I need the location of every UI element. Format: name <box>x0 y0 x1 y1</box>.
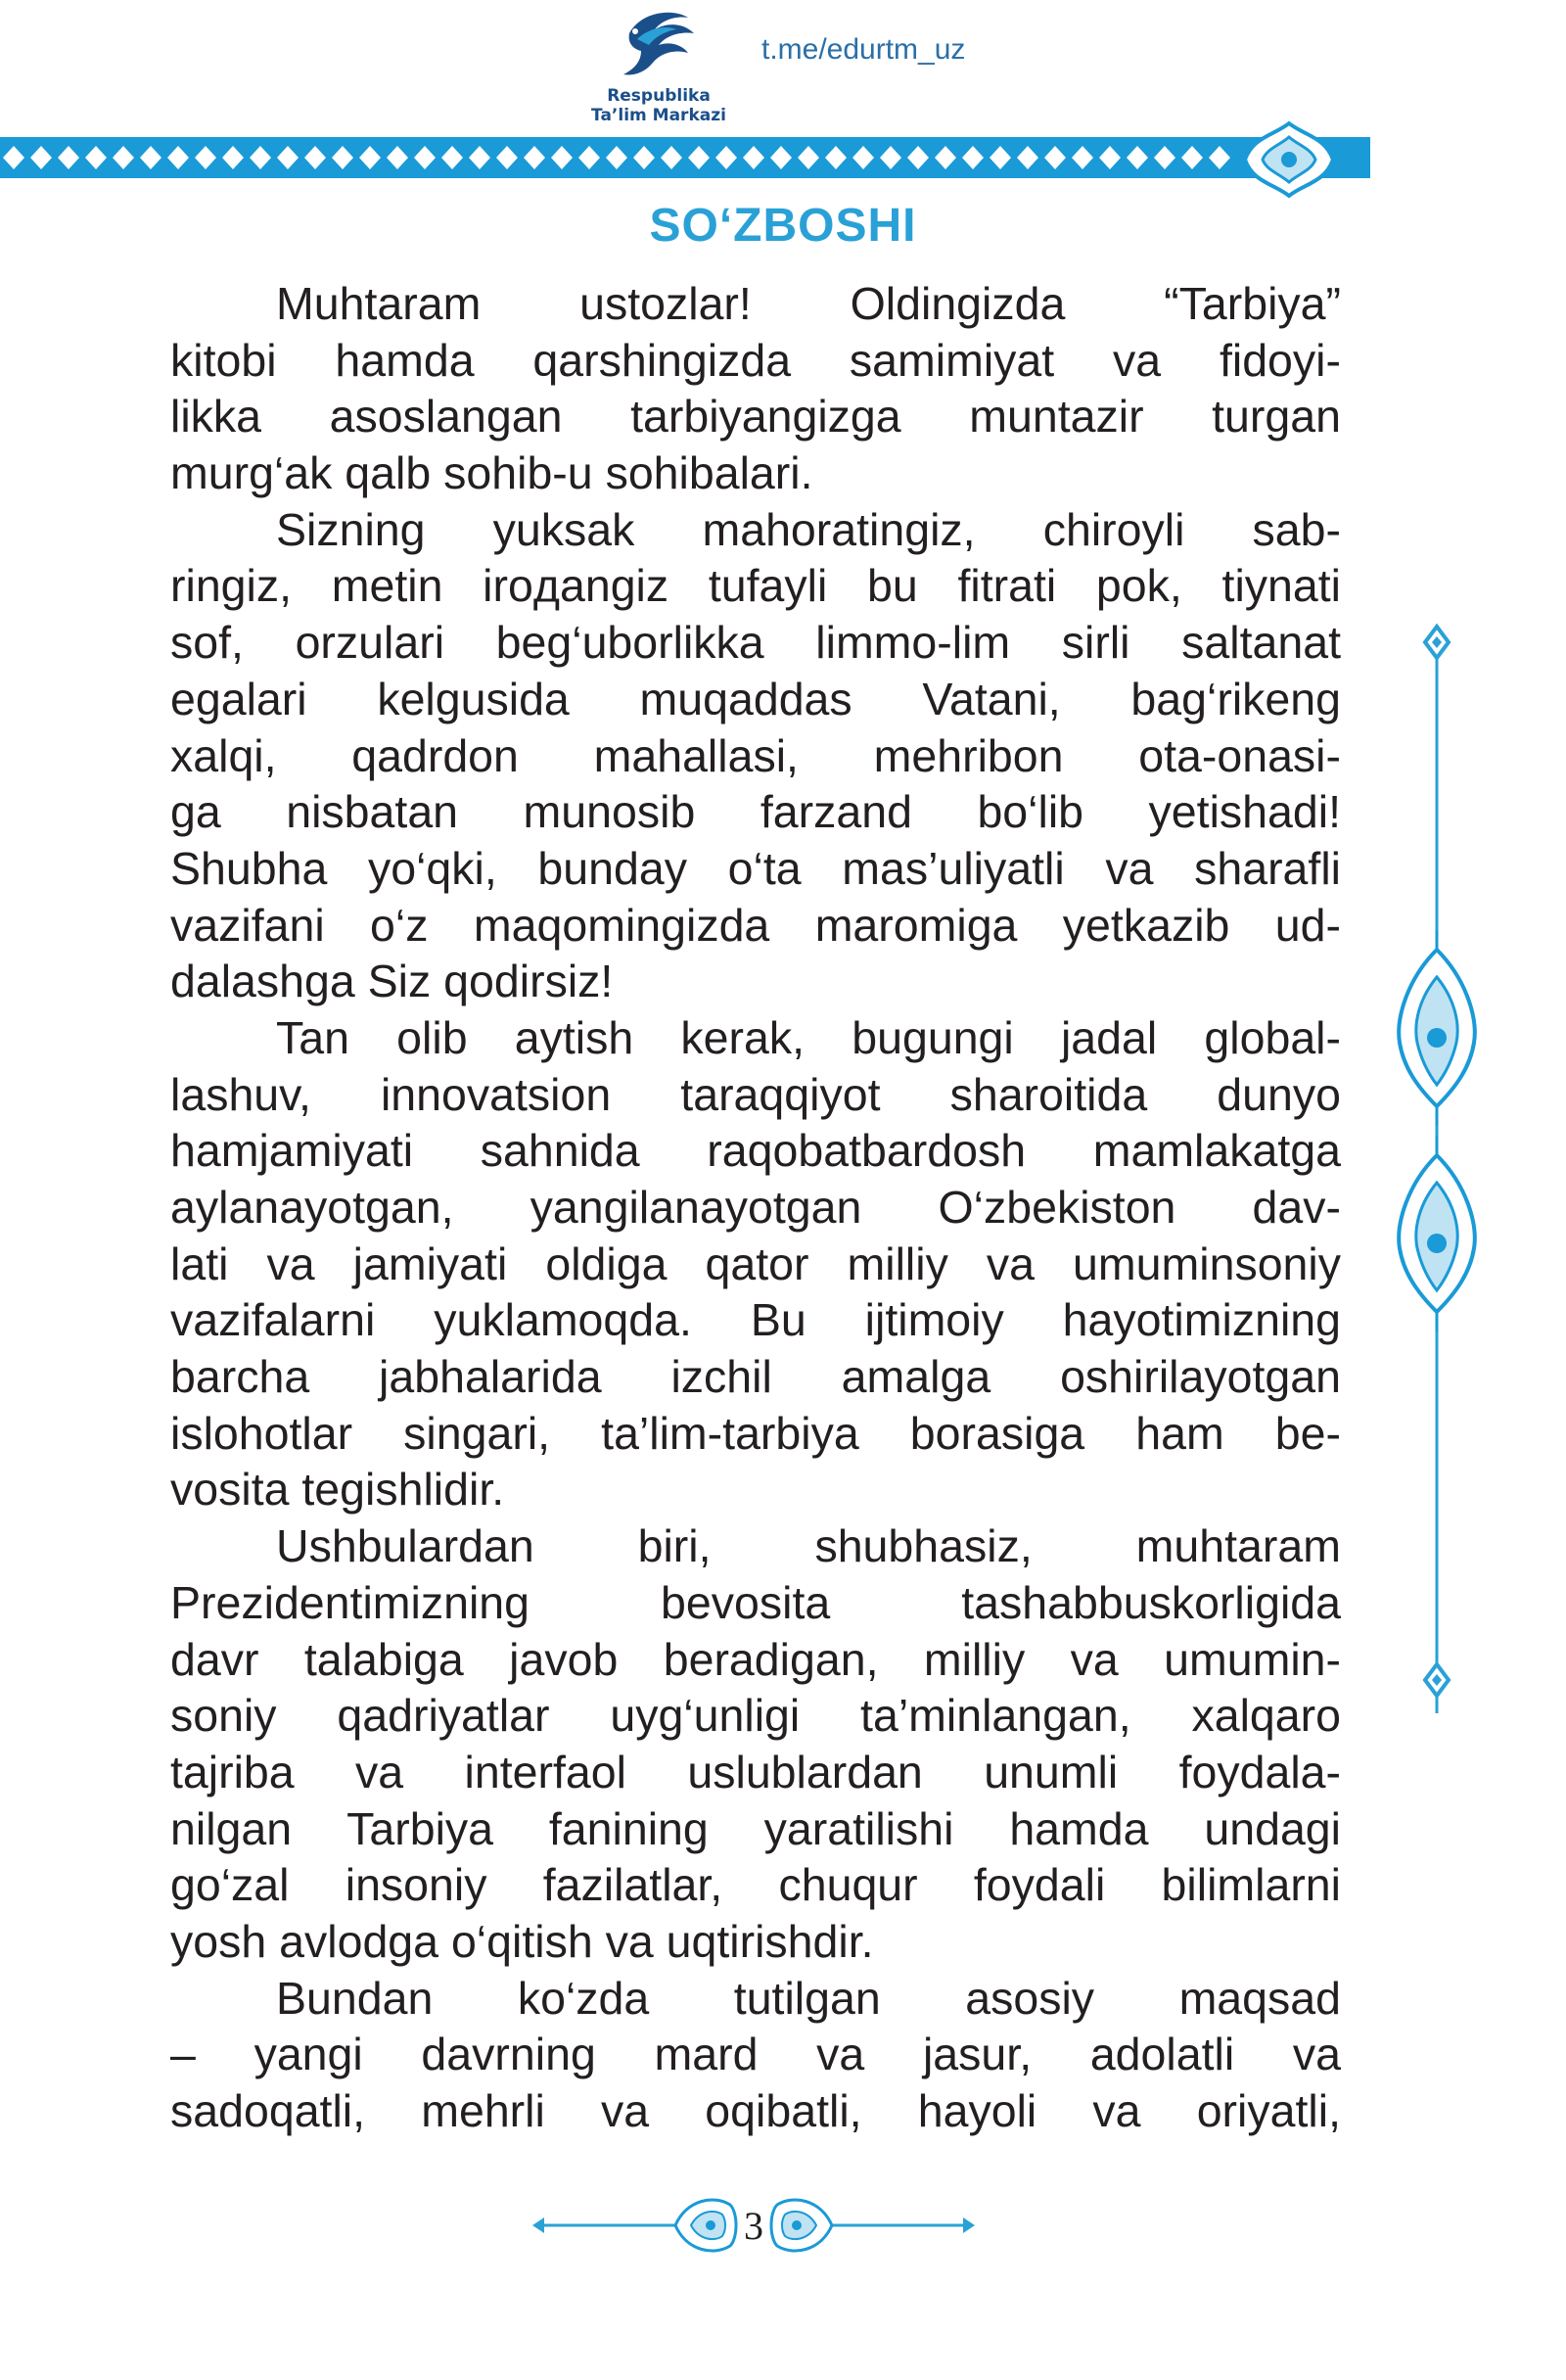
text-line: likka asoslangan tarbiyangizga muntazir turgan <box>170 391 1341 443</box>
text-line: sof, orzulari beg‘uborlikka limmo-lim sirli saltanat <box>170 617 1341 669</box>
text-line: xalqi, qadrdon mahallasi, mehribon ota-onasi- <box>170 729 1341 781</box>
body-text <box>170 276 1341 2140</box>
text-line: dalashga Siz qodirsiz! <box>170 956 614 1007</box>
text-line: Ushbulardan biri, shubhasiz, muhtaram <box>276 1520 1341 1572</box>
diamond-bottom-icon <box>1425 1664 1449 1696</box>
text-line: hamjamiyati sahnida raqobatbardosh mamlakatga <box>170 1125 1341 1177</box>
diamond-top-icon <box>1425 627 1449 658</box>
text-line: aylanayotgan, yangilanayotgan O‘zbekiston dav- <box>170 1182 1341 1233</box>
text-line: islohotlar singari, ta’lim-tarbiya borasiga ham be- <box>170 1407 1341 1459</box>
text-line: tajriba va interfaol uslublardan unumli foydala- <box>170 1746 1341 1797</box>
text-line: egalari kelgusida muqaddas Vatani, bag‘rikeng <box>170 673 1341 724</box>
text-line: vosita tegishlidir. <box>170 1464 505 1516</box>
text-line: Tan olib aytish kerak, bugungi jadal global- <box>276 1011 1341 1063</box>
text-line: Prezidentimizning bevosita tashabbuskorligida <box>170 1576 1341 1628</box>
dove-icon <box>612 4 706 86</box>
text-line: barcha jabhalarida izchil amalga oshirilayotgan <box>170 1351 1341 1403</box>
text-line: sadoqatli, mehrli va oqibatli, hayoli va oriyatli, <box>170 2085 1341 2136</box>
text-line: Sizning yuksak mahoratingiz, chiroyli sab- <box>276 503 1341 555</box>
telegram-link[interactable]: t.me/edurtm_uz <box>761 33 966 66</box>
footer-arrow-left-icon <box>532 2217 544 2233</box>
side-ornament-column <box>1388 607 1486 1733</box>
header-ornament-icon <box>1235 116 1343 204</box>
text-line: soniy qadriyatlar uyg‘unligi ta’minlangan, xalqaro <box>170 1690 1341 1742</box>
text-line: – yangi davrning mard va jasur, adolatli va <box>170 2029 1341 2080</box>
text-line: vazifalarni yuklamoqda. Bu ijtimoiy hayotimizning <box>170 1294 1341 1346</box>
header-diamond-band <box>0 137 1370 178</box>
page-title: SO‘ZBOSHI <box>649 200 917 252</box>
publisher-logo <box>576 4 742 133</box>
floral-medallion-icon <box>1399 930 1474 1126</box>
text-line: ringiz, metin iroдangiz tufayli bu fitrati pok, tiynati <box>170 560 1341 612</box>
text-line: kitobi hamda qarshingizda samimiyat va fidoyi- <box>170 334 1341 386</box>
floral-medallion-icon <box>1399 1136 1474 1331</box>
text-line: Bundan ko‘zda tutilgan asosiy maqsad <box>276 1972 1341 2024</box>
text-line: nilgan Tarbiya fanining yaratilishi hamda undagi <box>170 1802 1341 1854</box>
text-line: Muhtaram ustozlar! Oldingizda “Tarbiya” <box>276 278 1341 329</box>
text-line: lati va jamiyati oldiga qator milliy va umuminsoniy <box>170 1237 1341 1289</box>
text-line: ga nisbatan munosib farzand bo‘lib yetishadi! <box>170 786 1341 838</box>
logo-line-1: Respublika <box>607 86 711 106</box>
text-line: vazifani o‘z maqomingizda maromiga yetkazib ud- <box>170 899 1341 951</box>
footer-arrow-right-icon <box>963 2217 975 2233</box>
text-line: lashuv, innovatsion taraqqiyot sharoitida dunyo <box>170 1068 1341 1120</box>
logo-line-2: Ta’lim Markazi <box>591 106 726 125</box>
text-line: Shubha yo‘qki, bunday o‘ta mas’uliyatli va sharafli <box>170 842 1341 894</box>
text-line: go‘zal insoniy fazilatlar, chuqur foydali bilimlarni <box>170 1859 1341 1911</box>
page-number: 3 <box>744 2204 763 2248</box>
text-line: davr talabiga javob beradigan, milliy va umumin- <box>170 1633 1341 1685</box>
text-line: murg‘ak qalb sohib-u sohibalari. <box>170 447 813 499</box>
text-line: yosh avlodga o‘qitish va uqtirishdir. <box>170 1915 874 1967</box>
